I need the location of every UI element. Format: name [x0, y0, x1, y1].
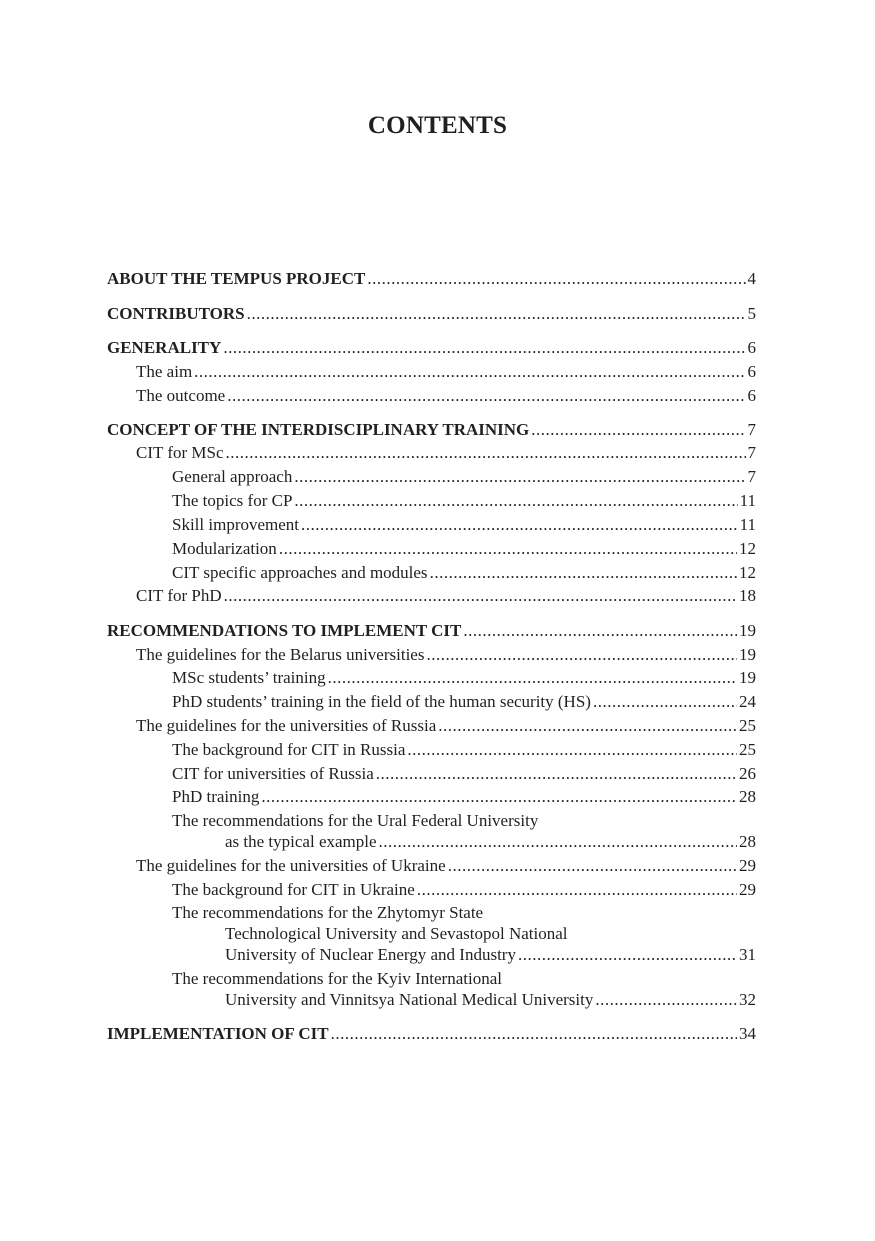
- toc-entry-skill-improvement[interactable]: [172, 515, 756, 537]
- toc-entry-title: The topics for CP: [172, 491, 293, 510]
- dot-leader: [331, 1024, 737, 1044]
- toc-entry-implementation-of-cit[interactable]: [107, 1024, 756, 1046]
- toc-page-number: 28: [739, 787, 756, 806]
- toc-entry-title: General approach: [172, 467, 293, 486]
- toc-entry-title: The guidelines for the universities of Russia: [136, 716, 437, 735]
- dot-leader: [261, 787, 737, 807]
- toc-entry-concept-interdisciplinary-training[interactable]: [107, 420, 756, 442]
- toc-page-number: 12: [739, 563, 756, 582]
- toc-entry-recommendations[interactable]: [107, 621, 756, 643]
- toc-page-number: 5: [747, 304, 756, 323]
- dot-leader: [294, 467, 745, 487]
- toc-entry-phd-training[interactable]: [172, 787, 756, 809]
- toc-page-number: 19: [739, 645, 756, 664]
- toc-page-number: 7: [747, 443, 756, 462]
- dot-leader: [224, 586, 737, 606]
- toc-entry-title: CONCEPT OF THE INTERDISCIPLINARY TRAINING: [107, 420, 530, 439]
- toc-entry-guidelines-ukraine[interactable]: [136, 856, 756, 878]
- toc-entry-modularization[interactable]: [172, 539, 756, 561]
- toc-entry-zhytomyr-sevastopol[interactable]: [225, 945, 756, 967]
- dot-leader: [593, 692, 737, 712]
- toc-entry-the-outcome[interactable]: [136, 386, 756, 408]
- toc-page-number: 28: [739, 832, 756, 851]
- toc-entry-kyiv-line1[interactable]: The recommendations for the Kyiv International: [172, 969, 502, 988]
- toc-entry-title: Skill improvement: [172, 515, 300, 534]
- toc-entry-title: PhD students’ training in the field of the human security (HS): [172, 692, 591, 711]
- toc-page-number: 29: [739, 856, 756, 875]
- toc-entry-general-approach[interactable]: [172, 467, 756, 489]
- dot-leader: [376, 764, 737, 784]
- toc-page-number: 11: [739, 491, 756, 510]
- toc-entry-title: RECOMMENDATIONS TO IMPLEMENT CIT: [107, 621, 462, 640]
- dot-leader: [223, 338, 745, 358]
- toc-entry-zhytomyr-line1[interactable]: The recommendations for the Zhytomyr State: [172, 903, 484, 922]
- toc-entry-title: The guidelines for the universities of Ukraine: [136, 856, 446, 875]
- dot-leader: [417, 880, 737, 900]
- dot-leader: [448, 856, 737, 876]
- toc-entry-title: CONTRIBUTORS: [107, 304, 245, 323]
- toc-entry-title: Modularization: [172, 539, 277, 558]
- toc-entry-cit-for-msc[interactable]: [136, 443, 756, 465]
- dot-leader: [194, 362, 745, 382]
- toc-page-number: 6: [747, 386, 756, 405]
- toc-page-number: 19: [739, 621, 756, 640]
- toc-entry-title: CIT for PhD: [136, 586, 222, 605]
- dot-leader: [438, 716, 737, 736]
- toc-entry-cit-universities-russia[interactable]: [172, 764, 756, 786]
- toc-page-number: 11: [739, 515, 756, 534]
- toc-entry-cit-specific-approaches[interactable]: [172, 563, 756, 585]
- toc-page-number: 25: [739, 740, 756, 759]
- dot-leader: [426, 645, 737, 665]
- toc-page-number: 7: [747, 420, 756, 439]
- toc-page-number: 34: [739, 1024, 756, 1043]
- toc-entry-guidelines-belarus[interactable]: [136, 645, 756, 667]
- dot-leader: [279, 539, 737, 559]
- toc-entry-zhytomyr-line2[interactable]: Technological University and Sevastopol National: [225, 924, 568, 943]
- dot-leader: [463, 621, 737, 641]
- dot-leader: [595, 990, 737, 1010]
- toc-entry-cit-for-phd[interactable]: [136, 586, 756, 608]
- toc-page-number: 6: [747, 362, 756, 381]
- toc-entry-title: The background for CIT in Ukraine: [172, 880, 415, 899]
- dot-leader: [518, 945, 737, 965]
- toc-entry-generality[interactable]: [107, 338, 756, 360]
- toc-page-number: 24: [739, 692, 756, 711]
- toc-entry-ural-federal-university[interactable]: [225, 832, 756, 854]
- toc-page-number: 31: [739, 945, 756, 964]
- toc-entry-title: The outcome: [136, 386, 226, 405]
- toc-page-number: 7: [747, 467, 756, 486]
- toc-entry-title: CIT for universities of Russia: [172, 764, 374, 783]
- toc-page-number: 18: [739, 586, 756, 605]
- dot-leader: [367, 269, 745, 289]
- toc-page-number: 25: [739, 716, 756, 735]
- toc-entry-title: GENERALITY: [107, 338, 222, 357]
- dot-leader: [531, 420, 745, 440]
- toc-entry-msc-students-training[interactable]: [172, 668, 756, 690]
- dot-leader: [247, 304, 746, 324]
- toc-entry-phd-students-training[interactable]: [172, 692, 756, 714]
- toc-page-number: 29: [739, 880, 756, 899]
- toc-entry-the-aim[interactable]: [136, 362, 756, 384]
- dot-leader: [379, 832, 737, 852]
- toc-entry-contributors[interactable]: [107, 304, 756, 326]
- dot-leader: [407, 740, 737, 760]
- toc-entry-title: PhD training: [172, 787, 260, 806]
- toc-entry-title: as the typical example: [225, 832, 377, 851]
- dot-leader: [227, 386, 745, 406]
- toc-page-number: 6: [747, 338, 756, 357]
- dot-leader: [328, 668, 737, 688]
- toc-entry-title: ABOUT THE TEMPUS PROJECT: [107, 269, 366, 288]
- toc-page-number: 4: [747, 269, 756, 288]
- dot-leader: [430, 563, 737, 583]
- toc-entry-background-russia[interactable]: [172, 740, 756, 762]
- toc-entry-kyiv-vinnitsya[interactable]: [225, 990, 756, 1012]
- toc-entry-title: University of Nuclear Energy and Industry: [225, 945, 516, 964]
- dot-leader: [294, 491, 737, 511]
- toc-entry-title: University and Vinnitsya National Medical University: [225, 990, 594, 1009]
- toc-entry-about-tempus-project[interactable]: [107, 269, 756, 291]
- toc-entry-background-ukraine[interactable]: [172, 880, 756, 902]
- toc-entry-title: CIT specific approaches and modules: [172, 563, 428, 582]
- toc-entry-title: The aim: [136, 362, 193, 381]
- toc-page-number: 19: [739, 668, 756, 687]
- toc-entry-title: IMPLEMENTATION OF CIT: [107, 1024, 329, 1043]
- toc-entry-title: The background for CIT in Russia: [172, 740, 406, 759]
- toc-entry-title: CIT for MSc: [136, 443, 224, 462]
- dot-leader: [301, 515, 738, 535]
- toc-page-number: 12: [739, 539, 756, 558]
- toc-entry-title: MSc students’ training: [172, 668, 326, 687]
- toc-page-number: 26: [739, 764, 756, 783]
- page-title: CONTENTS: [367, 112, 508, 139]
- toc-entry-ural-federal-line1[interactable]: The recommendations for the Ural Federal University: [172, 811, 539, 830]
- toc-entry-guidelines-russia[interactable]: [136, 716, 756, 738]
- toc-page-number: 32: [739, 990, 756, 1009]
- toc-entry-topics-for-cp[interactable]: [172, 491, 756, 513]
- dot-leader: [226, 443, 746, 463]
- toc-entry-title: The guidelines for the Belarus universities: [136, 645, 425, 664]
